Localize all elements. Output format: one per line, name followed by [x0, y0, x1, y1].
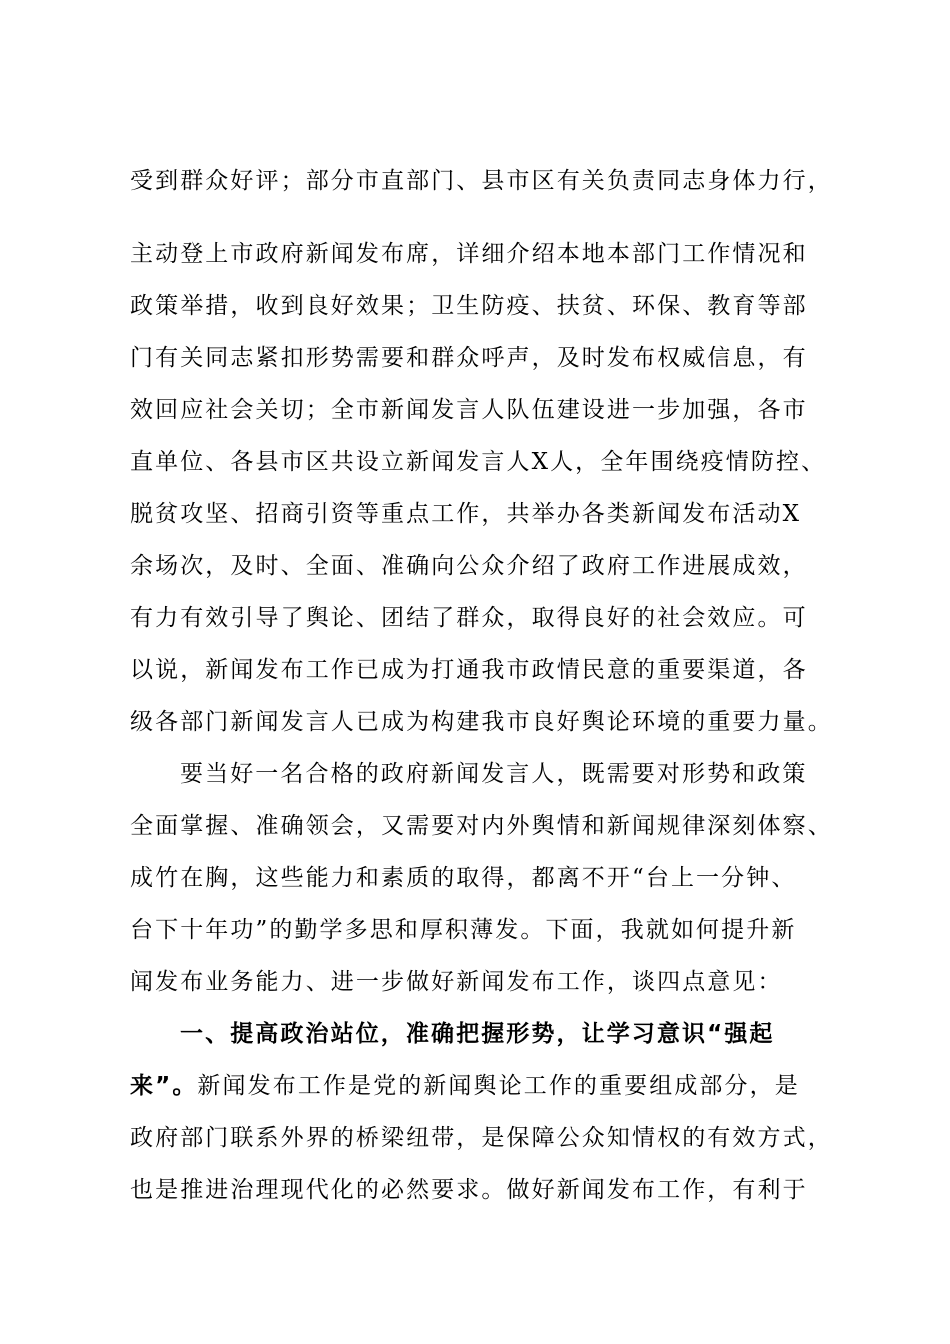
text-line: 要当好一名合格的政府新闻发言人，既需要对形势和政策	[180, 761, 808, 787]
text-line: 门有关同志紧扣形势需要和群众呼声，及时发布权威信息，有	[130, 345, 808, 371]
text-line: 脱贫攻坚、招商引资等重点工作，共举办各类新闻发布活动X	[130, 501, 802, 527]
text-line: 主动登上市政府新闻发布席，详细介绍本地本部门工作情况和	[130, 241, 808, 267]
text-line: 有力有效引导了舆论、团结了群众，取得良好的社会效应。可	[130, 605, 808, 631]
section-heading: 一、提高政治站位，准确把握形势，让学习意识“强起	[180, 1021, 775, 1047]
text-line: 受到群众好评；部分市直部门、县市区有关负责同志身体力行，	[130, 168, 833, 194]
text-line: 成竹在胸，这些能力和素质的取得，都离不开“台上一分钟、	[130, 865, 797, 891]
text-line	[130, 1066, 850, 1106]
text-line: 政策举措，收到良好效果；卫生防疫、扶贫、环保、教育等部	[130, 293, 808, 319]
text-line: 直单位、各县市区共设立新闻发言人X人，全年围绕疫情防控、	[130, 449, 827, 475]
text-line: 级各部门新闻发言人已成为构建我市良好舆论环境的重要力量。	[130, 709, 833, 735]
text-line: 也是推进治理现代化的必然要求。做好新闻发布工作，有利于	[130, 1177, 808, 1203]
text-line: 效回应社会关切；全市新闻发言人队伍建设进一步加强，各市	[130, 397, 808, 423]
text-line: 政府部门联系外界的桥梁纽带，是保障公众知情权的有效方式，	[130, 1125, 833, 1151]
text-line: 全面掌握、准确领会，又需要对内外舆情和新闻规律深刻体察、	[130, 813, 833, 839]
text-span: 新闻发布工作是党的新闻舆论工作的重要组成部分，是	[197, 1073, 800, 1099]
text-line: 余场次，及时、全面、准确向公众介绍了政府工作进展成效，	[130, 553, 808, 579]
section-heading-end: 来”。	[130, 1073, 198, 1099]
text-line: 台下十年功”的勤学多思和厚积薄发。下面，我就如何提升新	[130, 917, 797, 943]
text-line: 以说，新闻发布工作已成为打通我市政情民意的重要渠道，各	[130, 657, 808, 683]
text-line: 闻发布业务能力、进一步做好新闻发布工作，谈四点意见：	[130, 969, 783, 995]
